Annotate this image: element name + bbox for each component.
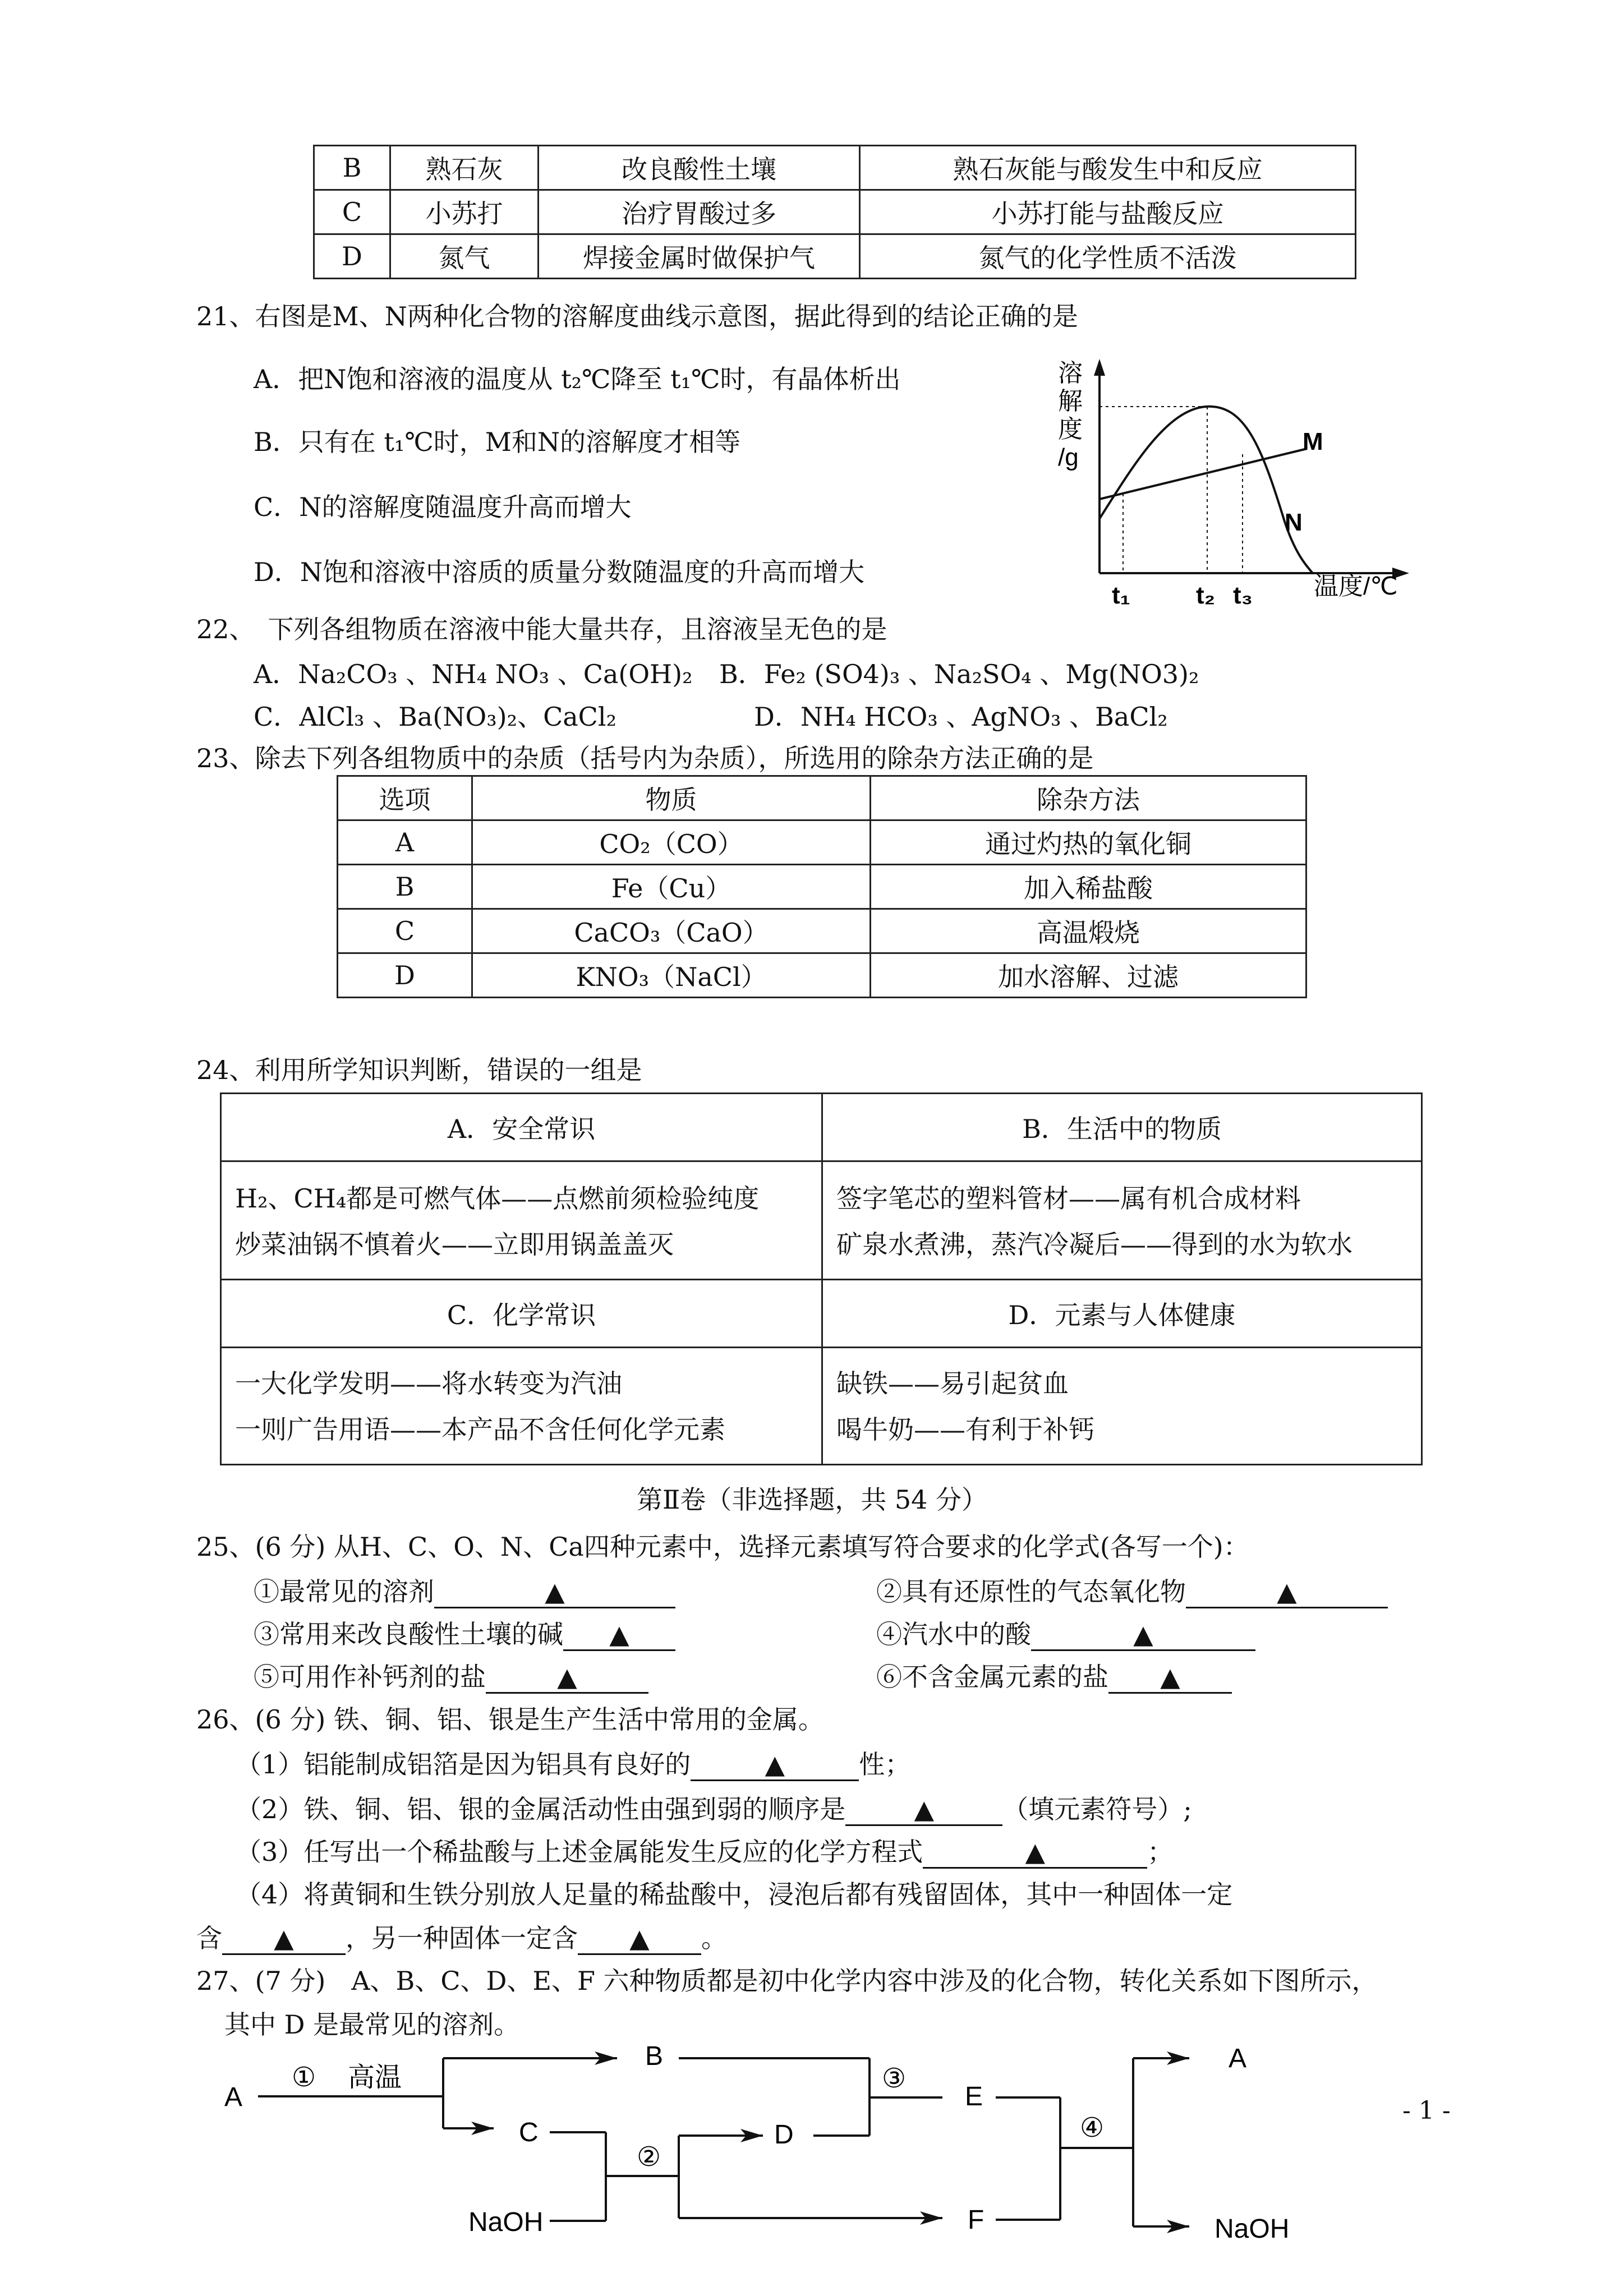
node-e: E bbox=[965, 2082, 983, 2111]
table-row bbox=[338, 909, 1306, 953]
q26-stem: 26、(6 分) 铁、铜、铝、银是生产生活中常用的金属。 bbox=[196, 1704, 824, 1735]
table-cell: 小苏打能与盐酸反应 bbox=[860, 190, 1356, 234]
q21-option-d: D．N饱和溶液中溶质的质量分数随温度的升高而增大 bbox=[254, 557, 865, 587]
q25-item-4: ④汽水中的酸 ▲ bbox=[876, 1614, 1255, 1651]
answer-blank[interactable]: ▲ bbox=[609, 1619, 629, 1649]
table-cell: KNO₃（NaCl） bbox=[472, 953, 871, 998]
node-c: C bbox=[519, 2118, 539, 2147]
table-cell: 改良酸性土壤 bbox=[539, 146, 860, 190]
table-header-row bbox=[221, 1280, 1422, 1348]
q24-d-line-1: 缺铁——易引起贫血 bbox=[836, 1368, 1069, 1399]
tick-t3: t₃ bbox=[1233, 582, 1253, 609]
table-cell: 焊接金属时做保护气 bbox=[539, 234, 860, 279]
table-cell: 熟石灰 bbox=[390, 146, 539, 190]
step-4: ④ bbox=[1080, 2113, 1105, 2143]
q26-part-4: （4）将黄铜和生铁分别放人足量的稀盐酸中，浸泡后都有残留固体，其中一种固体一定 bbox=[236, 1879, 1233, 1910]
step-1: ① bbox=[292, 2063, 316, 2092]
curve-label-n: N bbox=[1285, 509, 1303, 536]
q26-part-1: （1）铝能制成铝箔是因为铝具有良好的 ▲ 性； bbox=[236, 1744, 910, 1781]
table-cell: 小苏打 bbox=[390, 190, 539, 234]
q24-c-line-2: 一则广告用语——本产品不含任何化学元素 bbox=[235, 1414, 725, 1445]
page-number: - 1 - bbox=[1402, 2096, 1451, 2125]
table-header: A．安全常识 bbox=[221, 1094, 822, 1161]
q22-stem: 22、 下列各组物质在溶液中能大量共存，且溶液呈无色的是 bbox=[196, 614, 887, 644]
q24-stem: 24、利用所学知识判断，错误的一组是 bbox=[196, 1055, 642, 1085]
table-header: 除杂方法 bbox=[871, 776, 1306, 820]
answer-blank[interactable]: ▲ bbox=[1277, 1576, 1297, 1607]
table-cell: Fe（Cu） bbox=[472, 865, 871, 909]
curve-label-m: M bbox=[1303, 428, 1323, 455]
table-cell: C bbox=[338, 909, 472, 953]
table-cell: 高温煅烧 bbox=[871, 909, 1306, 953]
q27-stem-2: 其中 D 是最常见的溶剂。 bbox=[224, 2009, 520, 2040]
node-naoh-in: NaOH bbox=[468, 2207, 544, 2237]
table-header: C．化学常识 bbox=[221, 1280, 822, 1348]
q20-table bbox=[313, 145, 1356, 279]
step-2: ② bbox=[637, 2142, 661, 2172]
graph-xlabel: 温度/℃ bbox=[1314, 573, 1398, 600]
q21-stem: 21、右图是M、N两种化合物的溶解度曲线示意图，据此得到的结论正确的是 bbox=[196, 301, 1078, 331]
q26-part-3: （3）任写出一个稀盐酸与上述金属能发生反应的化学方程式 ▲ ； bbox=[236, 1832, 1173, 1869]
q25-item-5: ⑤可用作补钙剂的盐 ▲ bbox=[254, 1657, 648, 1694]
q22-option-c: C．AlCl₃ 、Ba(NO₃)₂、CaCl₂ bbox=[254, 702, 617, 732]
table-row bbox=[314, 190, 1356, 234]
answer-blank[interactable]: ▲ bbox=[629, 1923, 650, 1953]
table-cell: 熟石灰能与酸发生中和反应 bbox=[860, 146, 1356, 190]
table-header: 物质 bbox=[472, 776, 871, 820]
table-row bbox=[338, 953, 1306, 998]
conversion-diagram bbox=[213, 2041, 1447, 2288]
q25-item-1: ①最常见的溶剂 ▲ bbox=[254, 1571, 675, 1608]
table-cell: CO₂（CO） bbox=[472, 820, 871, 865]
q24-b-line-2: 矿泉水煮沸，蒸汽冷凝后——得到的水为软水 bbox=[836, 1229, 1352, 1260]
table-header: 选项 bbox=[338, 776, 472, 820]
table-cell: 治疗胃酸过多 bbox=[539, 190, 860, 234]
solubility-graph bbox=[1049, 353, 1419, 617]
q25-item-2: ②具有还原性的气态氧化物 ▲ bbox=[876, 1571, 1388, 1608]
node-f: F bbox=[968, 2205, 984, 2235]
table-cell: D bbox=[314, 234, 390, 279]
table-row bbox=[314, 146, 1356, 190]
table-header-row bbox=[221, 1094, 1422, 1161]
table-cell: B bbox=[314, 146, 390, 190]
condition-high-temp: 高温 bbox=[348, 2063, 402, 2092]
table-cell: CaCO₃（CaO） bbox=[472, 909, 871, 953]
q23-stem: 23、除去下列各组物质中的杂质（括号内为杂质），所选用的除杂方法正确的是 bbox=[196, 743, 1094, 773]
section-title: 第Ⅱ卷（非选择题，共 54 分） bbox=[636, 1484, 988, 1515]
step-3: ③ bbox=[882, 2064, 907, 2094]
answer-blank[interactable]: ▲ bbox=[545, 1576, 565, 1607]
q24-c-line-1: 一大化学发明——将水转变为汽油 bbox=[235, 1368, 622, 1399]
table-row bbox=[314, 234, 1356, 279]
q21-option-a: A．把N饱和溶液的温度从 t₂℃降至 t₁℃时，有晶体析出 bbox=[254, 364, 901, 394]
table-header-row bbox=[338, 776, 1306, 820]
q26-part-4-cont: 含 ▲ ，另一种固体一定含 ▲ 。 bbox=[196, 1918, 727, 1955]
table-row bbox=[338, 820, 1306, 865]
node-a: A bbox=[224, 2082, 243, 2112]
q21-option-c: C．N的溶解度随温度升高而增大 bbox=[254, 492, 632, 522]
table-cell: C bbox=[314, 190, 390, 234]
table-header: D．元素与人体健康 bbox=[822, 1280, 1422, 1348]
q22-option-b: B．Fe₂ (SO4)₃ 、Na₂SO₄ 、Mg(NO3)₂ bbox=[719, 659, 1199, 689]
graph-ylabel-4: /g bbox=[1058, 444, 1079, 471]
table-cell: 加入稀盐酸 bbox=[871, 865, 1306, 909]
answer-blank[interactable]: ▲ bbox=[557, 1662, 577, 1692]
q24-d-line-2: 喝牛奶——有利于补钙 bbox=[836, 1414, 1094, 1445]
node-b: B bbox=[645, 2041, 664, 2071]
q24-b-line-1: 签字笔芯的塑料管材——属有机合成材料 bbox=[836, 1183, 1301, 1214]
q24-a-line-2: 炒菜油锅不慎着火——立即用锅盖盖灭 bbox=[235, 1229, 674, 1260]
table-cell: B bbox=[338, 865, 472, 909]
table-row bbox=[221, 1348, 1422, 1465]
q25-item-3: ③常用来改良酸性土壤的碱 ▲ bbox=[254, 1614, 675, 1651]
q25-stem: 25、(6 分) 从H、C、O、N、Ca四种元素中，选择元素填写符合要求的化学式(各写一个)： bbox=[196, 1532, 1249, 1562]
answer-blank[interactable]: ▲ bbox=[274, 1923, 294, 1953]
table-cell: 通过灼热的氧化铜 bbox=[871, 820, 1306, 865]
graph-ylabel-3: 度 bbox=[1058, 416, 1083, 443]
q24-table bbox=[220, 1092, 1423, 1465]
q21-option-b: B．只有在 t₁℃时，M和N的溶解度才相等 bbox=[254, 427, 741, 457]
table-row bbox=[338, 865, 1306, 909]
table-cell: A bbox=[338, 820, 472, 865]
answer-blank[interactable]: ▲ bbox=[1133, 1619, 1153, 1649]
node-d: D bbox=[774, 2120, 794, 2150]
q23-table bbox=[337, 775, 1307, 998]
table-cell bbox=[221, 1348, 822, 1465]
table-cell bbox=[822, 1348, 1422, 1465]
q22-option-a: A．Na₂CO₃ 、NH₄ NO₃ 、Ca(OH)₂ bbox=[254, 659, 693, 689]
answer-blank[interactable]: ▲ bbox=[914, 1794, 934, 1824]
table-cell bbox=[822, 1161, 1422, 1280]
q27-stem-1: 27、(7 分) A、B、C、D、E、F 六种物质都是初中化学内容中涉及的化合物，转化关系如下图所示， bbox=[196, 1966, 1378, 1996]
table-cell bbox=[221, 1161, 822, 1280]
node-a-out: A bbox=[1229, 2044, 1247, 2073]
q24-a-line-1: H₂、CH₄都是可燃气体——点燃前须检验纯度 bbox=[235, 1183, 760, 1214]
answer-blank[interactable]: ▲ bbox=[1025, 1837, 1045, 1867]
q22-option-d: D．NH₄ HCO₃ 、AgNO₃ 、BaCl₂ bbox=[754, 702, 1168, 732]
table-header: B．生活中的物质 bbox=[822, 1094, 1422, 1161]
answer-blank[interactable]: ▲ bbox=[1160, 1662, 1180, 1692]
table-cell: D bbox=[338, 953, 472, 998]
node-naoh-out: NaOH bbox=[1214, 2214, 1290, 2244]
tick-t1: t₁ bbox=[1112, 582, 1130, 609]
table-cell: 氮气 bbox=[390, 234, 539, 279]
graph-ylabel-2: 解 bbox=[1058, 388, 1083, 415]
tick-t2: t₂ bbox=[1196, 582, 1216, 609]
graph-ylabel-1: 溶 bbox=[1058, 359, 1083, 387]
table-cell: 加水溶解、过滤 bbox=[871, 953, 1306, 998]
table-cell: 氮气的化学性质不活泼 bbox=[860, 234, 1356, 279]
q26-part-2: （2）铁、铜、铝、银的金属活动性由强到弱的顺序是 ▲ （填元素符号）; bbox=[236, 1789, 1192, 1826]
table-row bbox=[221, 1161, 1422, 1280]
answer-blank[interactable]: ▲ bbox=[765, 1749, 785, 1779]
q25-item-6: ⑥不含金属元素的盐 ▲ bbox=[876, 1657, 1232, 1694]
